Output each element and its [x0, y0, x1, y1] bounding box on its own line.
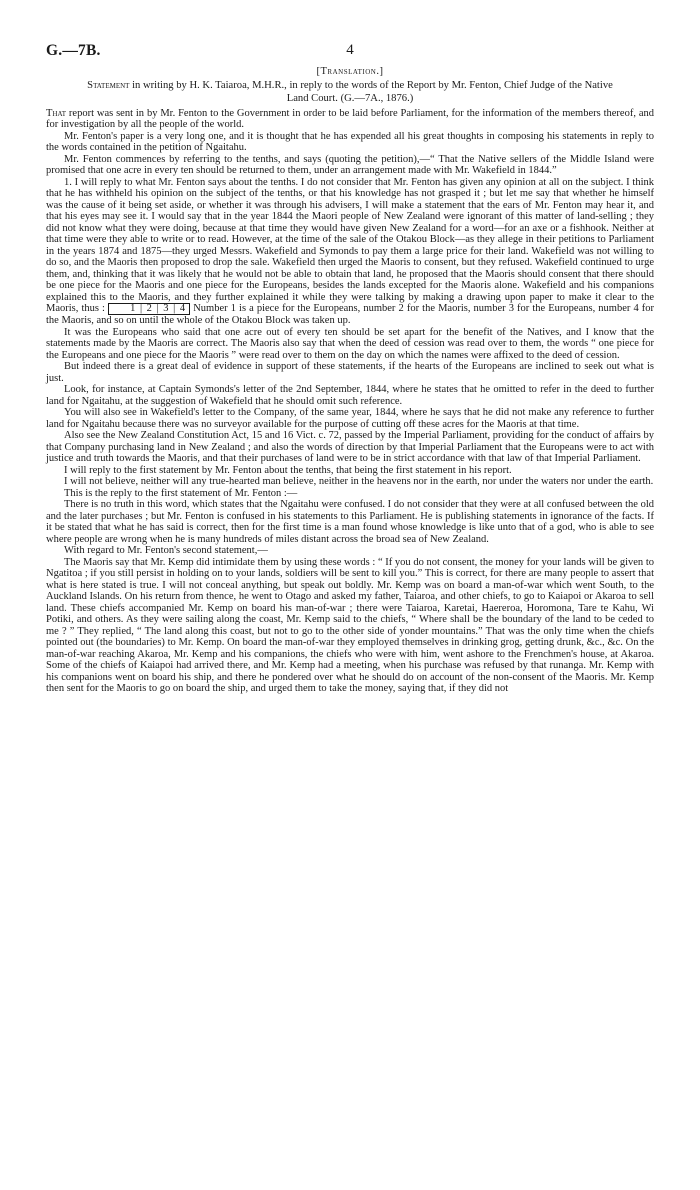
paragraph: Mr. Fenton commences by referring to the tenths, and says (quoting the petition),—“ That the Native sellers of the Middle Island were promised that one acre in every ten should be returned to them, under an arrangement made with Mr. Wakefield in 1844.”: [46, 153, 654, 177]
paragraph: I will reply to the first statement by Mr. Fenton about the tenths, that being the first statement in his report.: [64, 464, 512, 476]
paragraph: With regard to Mr. Fenton's second statement,—: [64, 545, 268, 557]
body-text: [46, 108, 654, 695]
statement-title: [46, 79, 654, 106]
paragraph: [46, 177, 654, 327]
paragraph: But indeed there is a great deal of evidence in support of these statements, if the hearts of the Europeans are inclined to seek out what is just.: [46, 361, 654, 384]
paragraph: You will also see in Wakefield's letter to the Company, of the same year, 1844, where he says that he did not make any reference to further land for Ngaitahu because there was no surveyor available for the purpose of cutting off these acres for the Maoris at that time.: [46, 407, 654, 430]
paragraph: [46, 108, 654, 131]
document-reference: G.—7B.: [46, 42, 101, 59]
paragraph: Mr. Fenton's paper is a very long one, and it is thought that he has expended all his great thoughts in composing his statements in reply to the words contained in the petition of Ngaitahu.: [46, 130, 654, 154]
paragraph-text-continued: Number 1 is a piece for the Europeans, number 2 for the Maoris, number 3 for the Europeans, number 4 for the Maoris, and so on until the whole of the Otakou Block was taken up.: [46, 303, 655, 327]
paragraph: Look, for instance, at Captain Symonds's letter of the 2nd September, 1844, where he states that he omitted to refer in the deed to further land for Ngaitahu, at the suggestion of Wakefield that he should omit such reference.: [46, 384, 654, 407]
paragraph-text: report was sent in by Mr. Fenton to the Government in order to be laid before Parliament, for the information of the members thereof, and for investigation by all the people of the world.: [46, 107, 654, 131]
numbered-boxes-diagram: 1 | 2 | 3 | 4: [108, 303, 190, 315]
paragraph: I will not believe, neither will any true-hearted man believe, neither in the heavens nor in the earth, nor under the waters nor under the earth.: [64, 476, 654, 488]
page-number: 4: [346, 42, 354, 58]
title-lead-word: Statement: [87, 80, 130, 91]
page-header: [46, 40, 654, 66]
paragraph: There is no truth in this word, which states that the Ngaitahu were confused. I do not consider that they were at all confused between the old and the later purchases ; but Mr. Fenton is confused in his statements to this Parliament. He is publishing statements in ignorance of the facts. If it be stated that what he has said is correct, then for the first time is a man found whose knowledge is like unto that of a god, who is able to see where people are wrong when he is many hundreds of miles distant across the broad sea of New Zealand.: [46, 499, 654, 545]
paragraph-text: 1. I will reply to what Mr. Fenton says about the tenths. I do not consider that Mr. Fenton has given any opinion at all on the subject. I think that he has withheld his opinion on the subject of the tenths, or that his knowledge has not grasped it ; but let me say that whether he himself was the cause of it being set aside, or whether it was through his advisers, I will make a statement that the ears of Mr. Fenton may hear it, and that his eyes may see it. I would say that in the year 1844 the Maori people of New Zealand were ignorant of this matter of land-selling ; they did not know what they were doing, because at that time they would have given New Zealand for a word—for an axe or a fishhook. Neither at that time were they able to write or to read. However, at the time of the sale of the Otakou Block—as they allege in their petitions to Parliament in the years 1874 and 1875—they urged Messrs. Wakefield and Symonds to pay them a large price for their land. Wakefield was not willing to do so, and the Maoris then proposed to drop the sale. Wakefield then urged the Maoris to consent, but they refused. Wakefield continued to urge them, and, thinking that it was likely that he would not be able to obtain that land, he proposed that the Maoris should consent that there should be one piece for the Maoris and one piece for the Europeans, besides the lands excepted for the Maoris alone. Wakefield and his companions explained this to the Maoris, and they further explained it while they were talking by making a drawing upon paper to make it clear to the Maoris, thus :: [46, 176, 654, 315]
translation-label: [Translation.]: [316, 66, 384, 77]
paragraph: This is the reply to the first statement of Mr. Fenton :—: [64, 487, 298, 499]
paragraph: It was the Europeans who said that one acre out of every ten should be set apart for the benefit of the Natives, and I know that the statements made by the Maoris are correct. The Maoris also say that when the deed of cession was read over to them, the words “ one piece for the Europeans and one piece for the Maoris ” were read over to them on the day on which the names were affixed to the deed of cession.: [46, 326, 654, 361]
title-text: in writing by H. K. Taiaroa, M.H.R., in reply to the words of the Report by Mr. Fenton, Chief Judge of the Native Land Court. (G.—7A., 1876.): [129, 80, 613, 105]
paragraph: The Maoris say that Mr. Kemp did intimidate them by using these words : “ If you do not consent, the money for your lands will be given to Ngatitoa ; if you still persist in holding on to your lands, soldiers will be sent to kill you.” This is correct, for there are many people to assert that what is here stated is true. I will not conceal anything, but speak out boldly. Mr. Kemp was on board a man-of-war which went South, to the Auckland Islands. On his return from thence, he went to Otago and asked my father, Taiaroa, and other chiefs, to go to Kaiapoi or Akaroa to sell land. These chiefs accompanied Mr. Kemp on board his man-of-war ; there were Taiaroa, Karetai, Haereroa, Horomona, Tare te Kahu, Wi Potiki, and others. As they were sailing along the coast, Mr. Kemp said to the chiefs, “ Where shall be the boundary of the land to be ceded to me ? ” They replied, “ The land along this coast, but not to go to the other side of yonder mountains.” That was the only time when the chiefs pointed out (the boundaries) to Mr. Kemp. On board the man-of-war they employed themselves in drinking grog, getting drunk, &c., &c. On the man-of-war reaching Akaroa, Mr. Kemp and his companions, the chiefs who were with him, went ashore to the Frenchmen's house, at Akaroa. Some of the chiefs of Kaiapoi had arrived there, and Mr. Kemp had a meeting, when his purchase was refused by that runanga. Mr. Kemp with his companions went on board his ship, and there he pondered over what he should do on account of the non-consent of the Maoris. Mr. Kemp then sent for the Maoris to go on board the ship, and urged them to take the money, saying that, if they did not: [46, 556, 654, 695]
paragraph-lead-word: That: [46, 107, 67, 119]
paragraph: Also see the New Zealand Constitution Act, 15 and 16 Vict. c. 72, passed by the Imperial Parliament, providing for the conduct of affairs by that Company purchasing land in New Zealand ; and also the words of direction by that Imperial Parliament that the Europeans were to act with justice and truth towards the Maoris, and that their purchases of land were to be in strict accordance with that law of that Imperial Parliament.: [46, 430, 654, 465]
